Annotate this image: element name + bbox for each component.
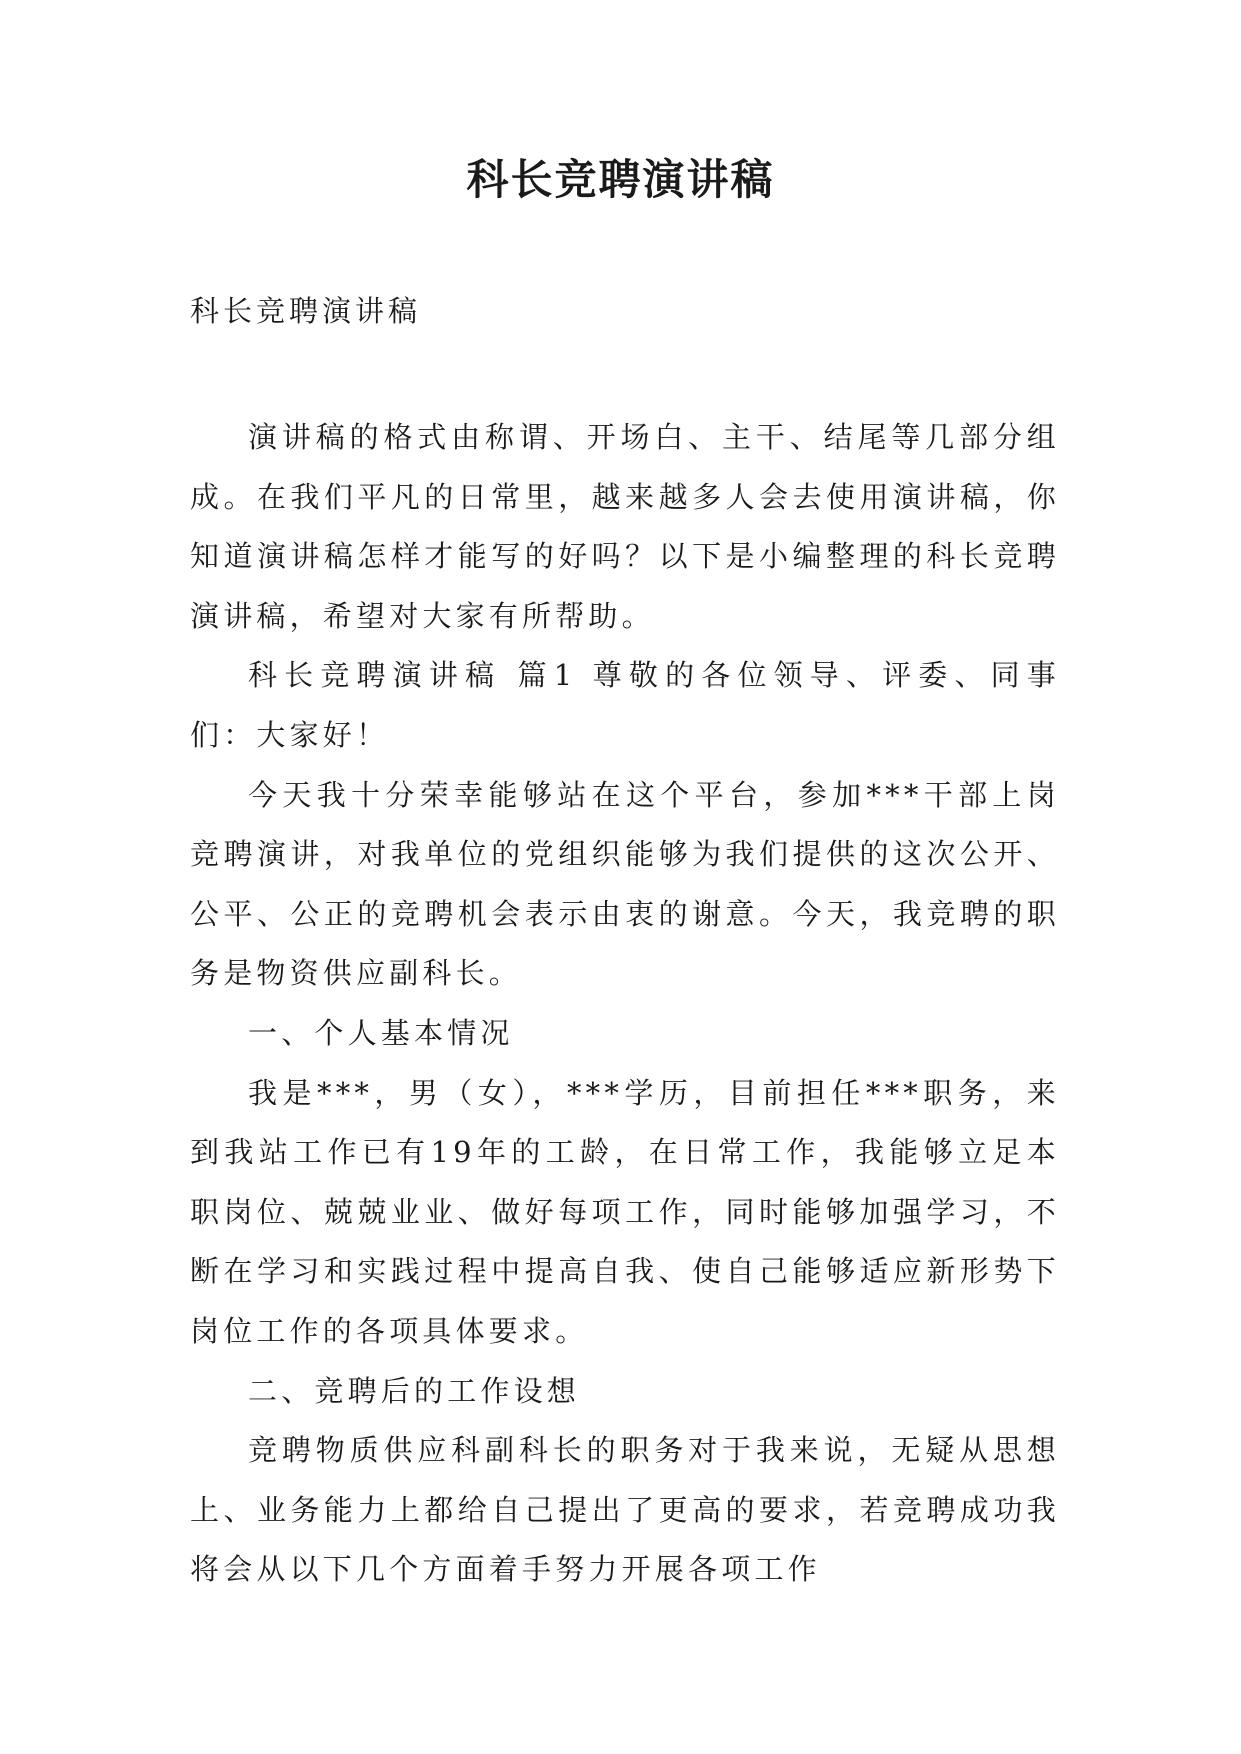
paragraph-personal: 我是***，男（女），***学历，目前担任***职务，来到我站工作已有19年的工龄，在日常工作，我能够立足本职岗位、兢兢业业、做好每项工作，同时能够加强学习，不断在学习和实践过程中提高自我、使自己能够适应新形势下岗位工作的各项具体要求。 xyxy=(190,1075,1060,1348)
paragraph-greeting: 科长竞聘演讲稿 篇1 尊敬的各位领导、评委、同事们：大家好！ xyxy=(190,658,1060,752)
paragraph-opening: 今天我十分荣幸能够站在这个平台，参加***干部上岗竞聘演讲，对我单位的党组织能够为我们提供的这次公开、公平、公正的竞聘机会表示由衷的谢意。今天，我竞聘的职务是物资供应副科长。 xyxy=(190,777,1060,991)
section-heading-plan: 二、竞聘后的工作设想 xyxy=(248,1373,581,1408)
document-title: 科长竞聘演讲稿 xyxy=(466,155,775,204)
paragraph-plan: 竞聘物质供应科副科长的职务对于我来说，无疑从思想上、业务能力上都给自己提出了更高的要求，若竞聘成功我将会从以下几个方面着手努力开展各项工作 xyxy=(190,1433,1060,1587)
document-body xyxy=(190,408,1060,1600)
section-heading-personal: 一、个人基本情况 xyxy=(248,1015,514,1050)
paragraph-intro: 演讲稿的格式由称谓、开场白、主干、结尾等几部分组成。在我们平凡的日常里，越来越多人会去使用演讲稿，你知道演讲稿怎样才能写的好吗？以下是小编整理的科长竞聘演讲稿，希望对大家有所帮助。 xyxy=(190,420,1060,633)
document-subtitle: 科长竞聘演讲稿 xyxy=(190,294,422,328)
